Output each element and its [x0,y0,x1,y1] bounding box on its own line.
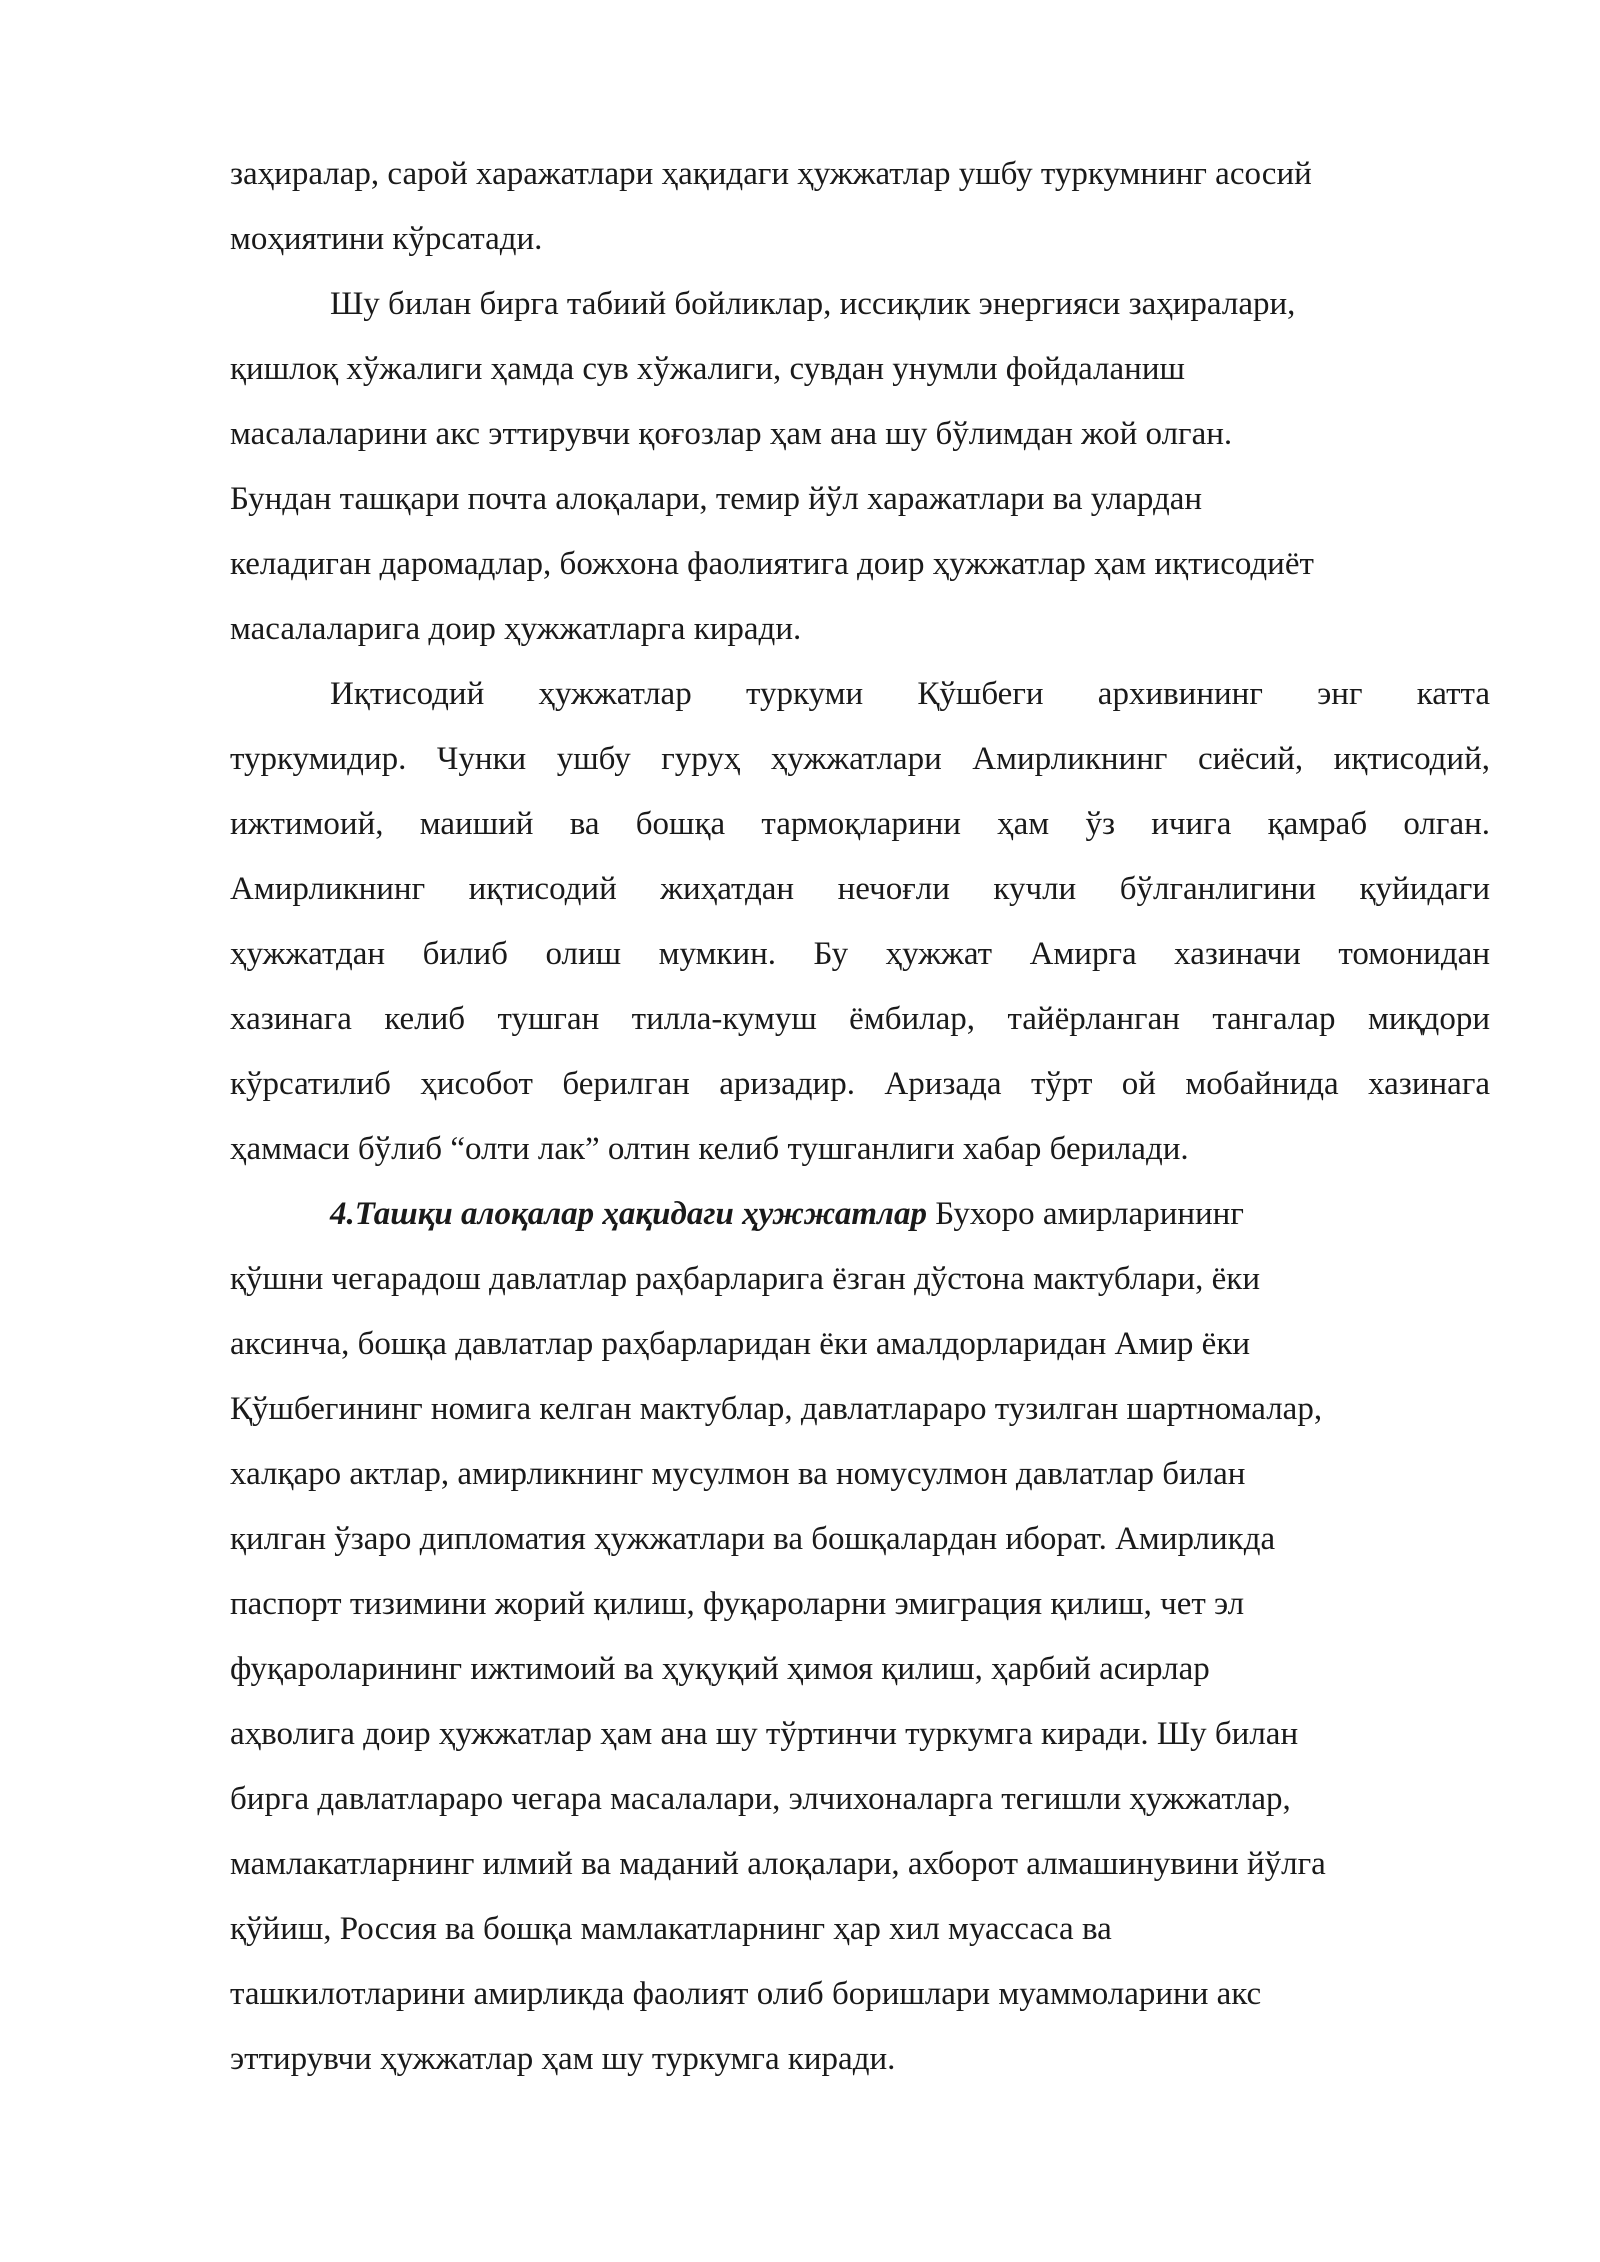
text-line: ҳаммаси бўлиб “олти лак” олтин келиб тушганлиги хабар берилади. [230,1131,1189,1167]
text-line: кўрсатилиб ҳисобот берилган аризадир. Аризада тўрт ой мобайнида хазинага [230,1066,1490,1102]
section-heading-line [230,1182,1490,1247]
text-line: Иқтисодий ҳужжатлар туркуми Қўшбеги архивининг энг катта [330,676,1490,712]
paragraph-4 [230,1182,1490,2092]
text-line: қилган ўзаро дипломатия ҳужжатлари ва бошқалардан иборат. Амирликда [230,1521,1276,1557]
text-line: аксинча, бошқа давлатлар раҳбарларидан ёки амалдорларидан Амир ёки [230,1326,1251,1362]
text-line: аҳволига доир ҳужжатлар ҳам ана шу тўртинчи туркумга киради. Шу билан [230,1716,1299,1752]
text-line: Шу билан бирга табиий бойликлар, иссиқлик энергияси заҳиралари, [330,286,1296,322]
text-line: қўйиш, Россия ва бошқа мамлакатларнинг ҳар хил муассаса ва [230,1911,1112,1947]
text-line: туркумидир. Чунки ушбу гуруҳ ҳужжатлари Амирликнинг сиёсий, иқтисодий, [230,741,1490,777]
text-line: бирга давлатлараро чегара масалалари, элчихоналарга тегишли ҳужжатлар, [230,1781,1291,1817]
document-page [230,142,1490,2092]
section-heading: 4.Ташқи алоқалар ҳақидаги ҳужжатлар [330,1196,927,1232]
text-line: Бундан ташқари почта алоқалари, темир йўл харажатлари ва улардан [230,481,1203,517]
text-line: моҳиятини кўрсатади. [230,221,543,257]
text-line: заҳиралар, сарой харажатлари ҳақидаги ҳужжатлар ушбу туркумнинг асосий [230,156,1312,192]
text-line: ижтимоий, маиший ва бошқа тармоқларини ҳам ўз ичига қамраб олган. [230,806,1490,842]
text-line: қишлоқ хўжалиги ҳамда сув хўжалиги, сувдан унумли фойдаланиш [230,351,1185,387]
text-line: масалаларини акс эттирувчи қоғозлар ҳам ана шу бўлимдан жой олган. [230,416,1233,452]
text-line: Амирликнинг иқтисодий жиҳатдан нечоғли кучли бўлганлигини қуйидаги [230,871,1490,907]
text-line: Қўшбегининг номига келган мактублар, давлатлараро тузилган шартномалар, [230,1391,1323,1427]
text-line: масалаларига доир ҳужжатларга киради. [230,611,802,647]
text-line: эттирувчи ҳужжатлар ҳам шу туркумга киради. [230,2041,896,2077]
text-line: ташкилотларини амирликда фаолият олиб боришлари муаммоларини акс [230,1976,1262,2012]
text-line: паспорт тизимини жорий қилиш, фуқароларни эмиграция қилиш, чет эл [230,1586,1245,1622]
heading-line-rest: Бухоро амирларининг [926,1196,1244,1232]
text-line: фуқароларининг ижтимоий ва ҳуқуқий ҳимоя қилиш, ҳарбий асирлар [230,1651,1210,1687]
paragraph-2 [230,272,1490,662]
text-line: хазинага келиб тушган тилла-кумуш ёмбилар, тайёрланган тангалар миқдори [230,1001,1490,1037]
paragraph-1 [230,142,1490,272]
text-line: халқаро актлар, амирликнинг мусулмон ва номусулмон давлатлар билан [230,1456,1246,1492]
paragraph-3 [230,662,1490,1182]
text-line: қўшни чегарадош давлатлар раҳбарларига ёзган дўстона мактублари, ёки [230,1261,1260,1297]
text-line: ҳужжатдан билиб олиш мумкин. Бу ҳужжат Амирга хазиначи томонидан [230,936,1490,972]
text-line: келадиган даромадлар, божхона фаолиятига доир ҳужжатлар ҳам иқтисодиёт [230,546,1314,582]
text-line: мамлакатларнинг илмий ва маданий алоқалари, ахборот алмашинувини йўлга [230,1846,1326,1882]
